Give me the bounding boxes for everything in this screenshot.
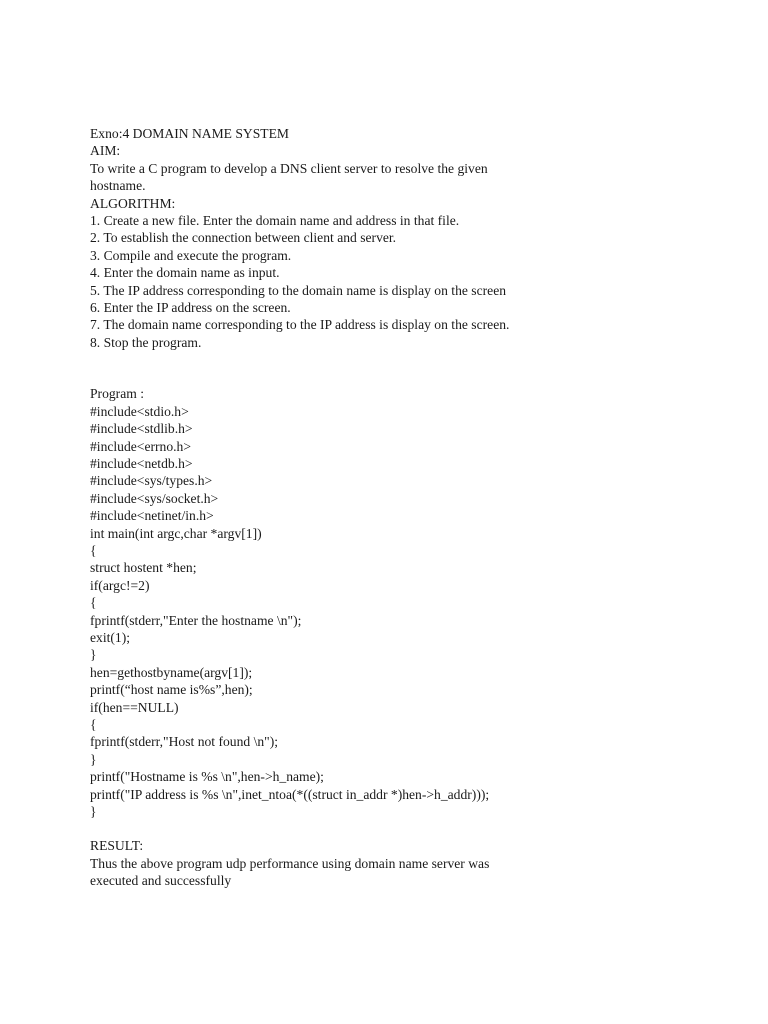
algorithm-step: 1. Create a new file. Enter the domain name and address in that file. xyxy=(90,213,460,229)
code-line: #include<errno.h> xyxy=(90,438,192,454)
document-page xyxy=(90,125,730,890)
section-spacer xyxy=(90,820,730,837)
code-line: struct hostent *hen; xyxy=(90,560,197,576)
code-line: #include<netinet/in.h> xyxy=(90,508,214,524)
algorithm-step: 8. Stop the program. xyxy=(90,334,202,350)
code-line: fprintf(stderr,"Host not found \n"); xyxy=(90,734,278,750)
result-text-line: Thus the above program udp performance using domain name server was xyxy=(90,855,490,871)
section-spacer xyxy=(90,351,730,385)
code-line: if(hen==NULL) xyxy=(90,699,179,715)
code-line: { xyxy=(90,717,97,732)
algorithm-steps xyxy=(90,212,730,351)
code-line: hen=gethostbyname(argv[1]); xyxy=(90,664,253,680)
algorithm-step: 7. The domain name corresponding to the IP address is display on the screen. xyxy=(90,317,510,333)
code-line: } xyxy=(90,804,97,820)
program-heading: Program : xyxy=(90,386,144,402)
code-line: #include<sys/socket.h> xyxy=(90,490,219,506)
result-heading: RESULT: xyxy=(90,838,144,854)
algorithm-step: 3. Compile and execute the program. xyxy=(90,247,292,263)
code-line: { xyxy=(90,542,97,558)
code-line: #include<stdlib.h> xyxy=(90,421,193,437)
code-line: #include<netdb.h> xyxy=(90,455,193,471)
code-line: { xyxy=(90,595,97,611)
aim-heading: AIM: xyxy=(90,143,121,159)
aim-text-line: hostname. xyxy=(90,178,146,194)
code-line: exit(1); xyxy=(90,629,131,645)
code-line: printf("IP address is %s \n",inet_ntoa(*((struct in_addr *)hen->h_addr))); xyxy=(90,786,490,802)
algorithm-step: 6. Enter the IP address on the screen. xyxy=(90,300,291,316)
algorithm-step: 2. To establish the connection between client and server. xyxy=(90,230,397,246)
program-code xyxy=(90,403,730,821)
code-line: printf("Hostname is %s \n",hen->h_name); xyxy=(90,769,324,785)
algorithm-step: 5. The IP address corresponding to the domain name is display on the screen xyxy=(90,282,507,298)
code-line: if(argc!=2) xyxy=(90,577,150,593)
code-line: } xyxy=(90,751,97,767)
code-line: #include<stdio.h> xyxy=(90,403,189,419)
algorithm-heading: ALGORITHM: xyxy=(90,195,176,211)
document-title: Exno:4 DOMAIN NAME SYSTEM xyxy=(90,126,290,141)
code-line: int main(int argc,char *argv[1]) xyxy=(90,525,262,541)
result-text-line: executed and successfully xyxy=(90,873,232,889)
aim-text-line: To write a C program to develop a DNS client server to resolve the given xyxy=(90,160,488,176)
code-line: #include<sys/types.h> xyxy=(90,473,213,489)
code-line: fprintf(stderr,"Enter the hostname \n"); xyxy=(90,612,302,628)
algorithm-step: 4. Enter the domain name as input. xyxy=(90,265,280,281)
code-line: } xyxy=(90,647,97,663)
code-line: printf(“host name is%s”,hen); xyxy=(90,682,253,698)
